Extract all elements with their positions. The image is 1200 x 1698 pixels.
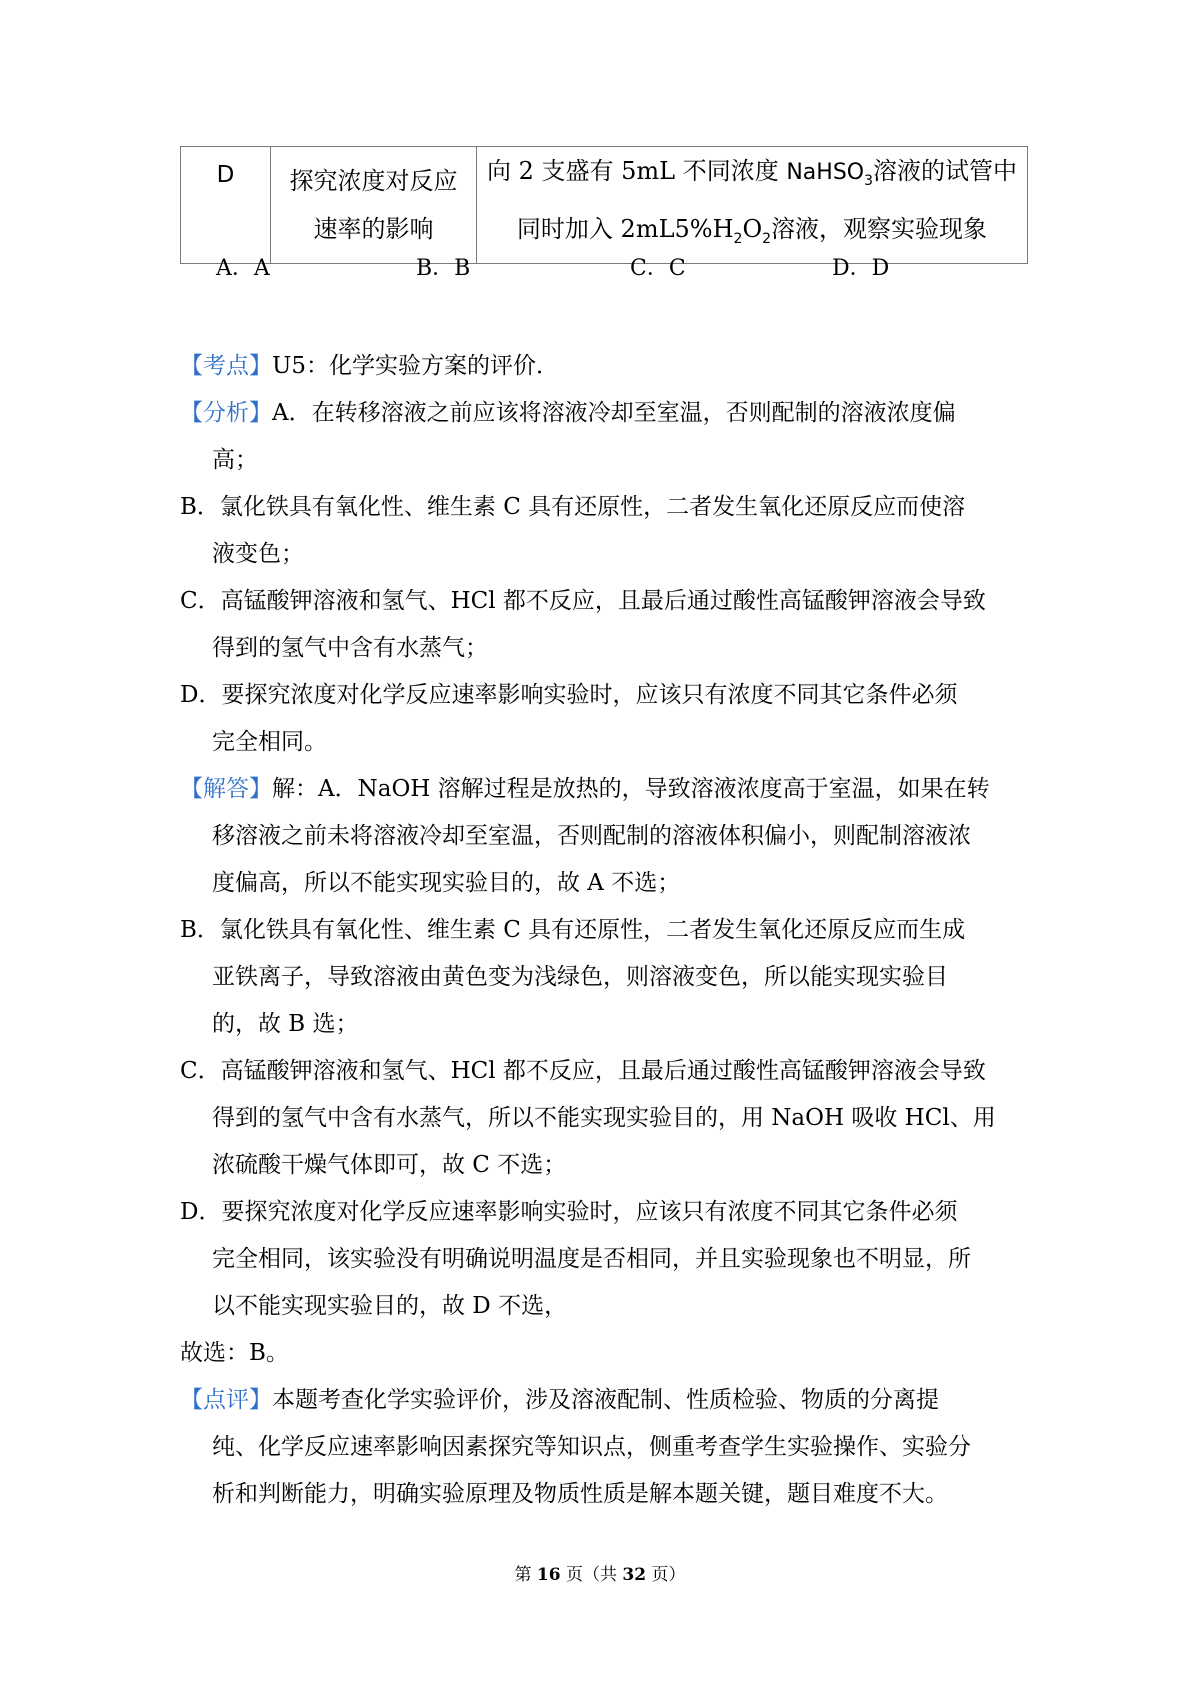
operation-text: 溶液的试管中: [873, 157, 1018, 185]
jieda-line: 的，故 B 选；: [212, 1011, 359, 1037]
option-label: D: [216, 162, 235, 188]
fenxi-line: 高；: [212, 447, 258, 473]
jieda-line: 浓硫酸干燥气体即可，故 C 不选；: [212, 1152, 567, 1178]
fenxi-line: D．要探究浓度对化学反应速率影响实验时，应该只有浓度不同其它条件必须: [180, 682, 958, 708]
choice-d: D．D: [832, 256, 890, 281]
fenxi-section: [180, 390, 1040, 766]
fenxi-line: 得到的氢气中含有水蒸气；: [212, 635, 488, 661]
kaodian-section: [180, 343, 1040, 390]
fenxi-line: 完全相同。: [212, 729, 327, 755]
dianping-line: 析和判断能力，明确实验原理及物质性质是解本题关键，题目难度不大。: [212, 1481, 948, 1507]
formula-text: O: [742, 214, 763, 243]
purpose-cell: [271, 147, 477, 264]
fenxi-line: C．高锰酸钾溶液和氢气、HCl 都不反应，且最后通过酸性高锰酸钾溶液会导致: [180, 588, 986, 614]
jieda-line: C．高锰酸钾溶液和氢气、HCl 都不反应，且最后通过酸性高锰酸钾溶液会导致: [180, 1058, 986, 1084]
fenxi-line: 液变色；: [212, 541, 304, 567]
purpose-line-2: 速率的影响: [313, 214, 434, 243]
jieda-line: 故选：B。: [180, 1340, 289, 1366]
purpose-line-1: 探究浓度对反应: [289, 166, 458, 195]
dianping-tag: 【点评】: [180, 1387, 272, 1413]
jieda-section: [180, 766, 1040, 1377]
page-number: 16: [536, 1565, 561, 1585]
formula-subscript: 2: [762, 230, 772, 247]
formula-subscript: 3: [864, 172, 874, 189]
total-pages: 32: [622, 1565, 647, 1585]
footer-text: 页）: [646, 1565, 686, 1585]
jieda-line: 以不能实现实验目的，故 D 不选，: [212, 1293, 568, 1319]
dianping-section: [180, 1377, 1040, 1518]
jieda-line: 完全相同，该实验没有明确说明温度是否相同，并且实验现象也不明显，所: [212, 1246, 971, 1272]
formula-nahso3: NaHSO: [786, 160, 865, 185]
footer-text: 第: [514, 1565, 537, 1585]
kaodian-text: U5：化学实验方案的评价．: [272, 353, 560, 379]
jieda-tag: 【解答】: [180, 776, 272, 802]
option-cell: [181, 147, 271, 264]
fenxi-line: A．在转移溶液之前应该将溶液冷却至室温，否则配制的溶液浓度偏: [272, 400, 956, 426]
jieda-line: 得到的氢气中含有水蒸气，所以不能实现实验目的，用 NaOH 吸收 HCl、用: [212, 1105, 996, 1131]
experiment-table: [180, 146, 1028, 264]
dianping-line: 本题考查化学实验评价，涉及溶液配制、性质检验、物质的分离提: [272, 1387, 939, 1413]
dianping-line: 纯、化学反应速率影响因素探究等知识点，侧重考查学生实验操作、实验分: [212, 1434, 971, 1460]
operation-line-2: [477, 205, 1027, 263]
formula-subscript: 2: [733, 230, 743, 247]
kaodian-tag: 【考点】: [180, 353, 272, 379]
table-row: [181, 147, 1028, 264]
jieda-line: 解：A．NaOH 溶解过程是放热的，导致溶液浓度高于室温，如果在转: [272, 776, 990, 802]
choice-c: C．C: [630, 256, 686, 281]
operation-text: 溶液，观察实验现象: [771, 214, 988, 243]
jieda-line: 亚铁离子，导致溶液由黄色变为浅绿色，则溶液变色，所以能实现实验目: [212, 964, 948, 990]
fenxi-tag: 【分析】: [180, 400, 272, 426]
choice-a: A．A: [216, 256, 270, 281]
fenxi-line: B．氯化铁具有氧化性、维生素 C 具有还原性，二者发生氧化还原反应而使溶: [180, 494, 966, 520]
jieda-line: B．氯化铁具有氧化性、维生素 C 具有还原性，二者发生氧化还原反应而生成: [180, 917, 966, 943]
operation-cell: [477, 147, 1028, 264]
footer-text: 页（共: [560, 1565, 623, 1585]
page-footer: [0, 1563, 1200, 1587]
operation-line-1: [477, 147, 1027, 205]
jieda-line: 移溶液之前未将溶液冷却至室温，否则配制的溶液体积偏小，则配制溶液浓: [212, 823, 971, 849]
choice-b: B．B: [416, 256, 471, 281]
jieda-line: 度偏高，所以不能实现实验目的，故 A 不选；: [212, 870, 681, 896]
jieda-line: D．要探究浓度对化学反应速率影响实验时，应该只有浓度不同其它条件必须: [180, 1199, 958, 1225]
operation-text: 向 2 支盛有 5mL 不同浓度: [486, 157, 787, 185]
operation-text: 同时加入 2mL5%H: [516, 214, 734, 243]
